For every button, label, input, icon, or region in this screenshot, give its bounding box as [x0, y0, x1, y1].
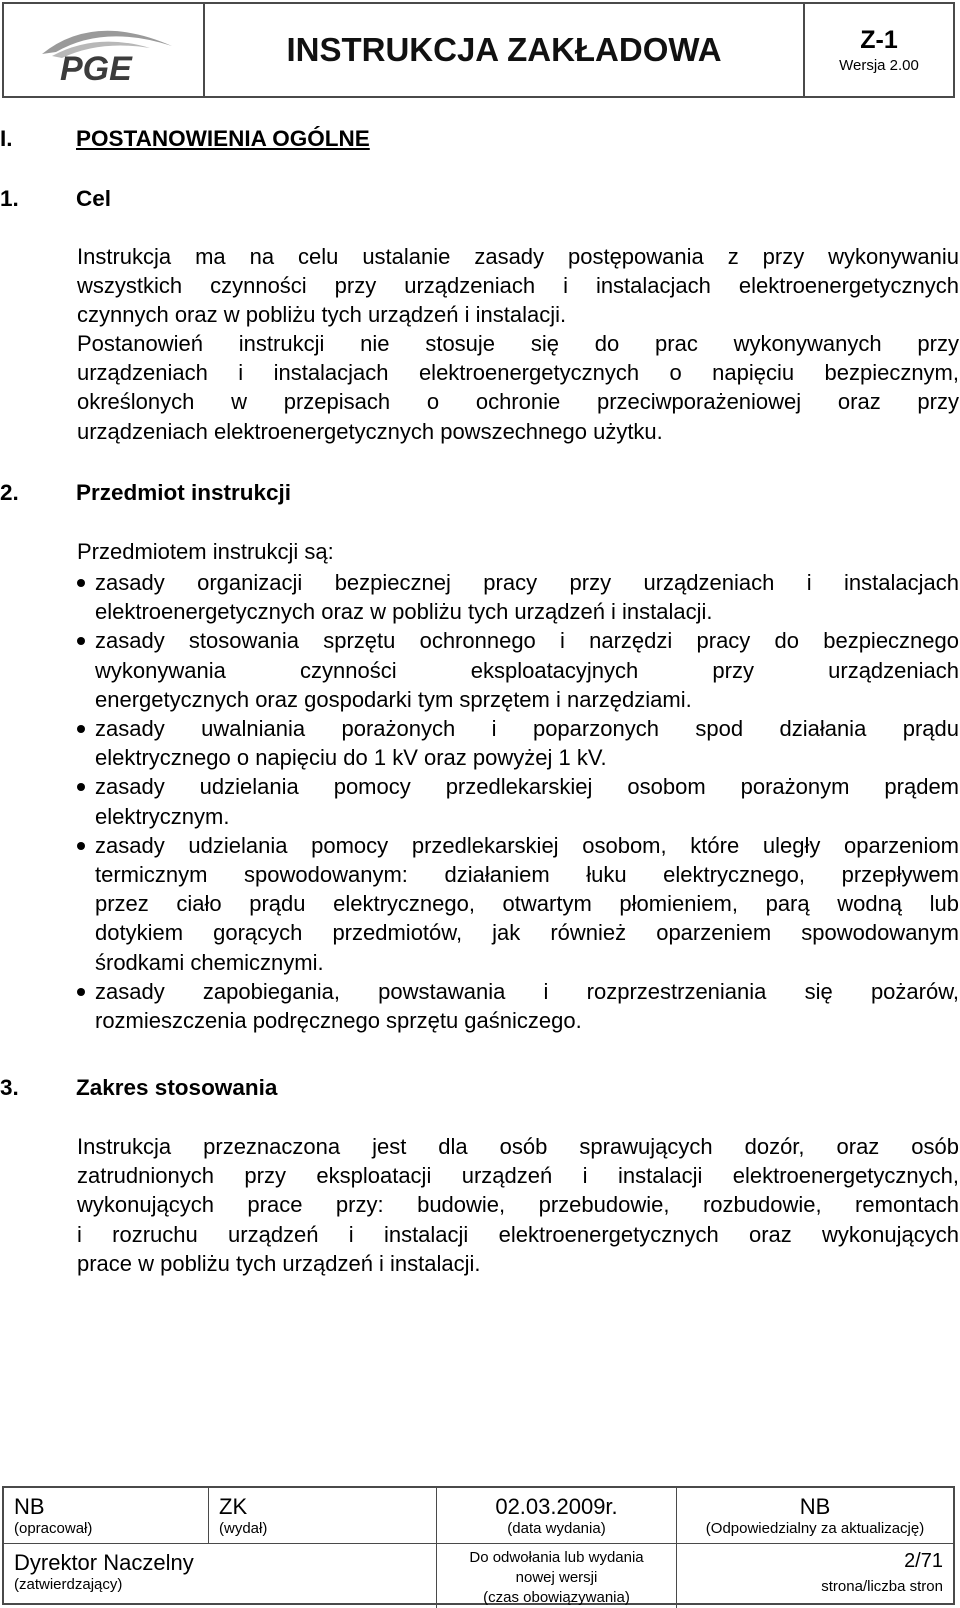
- bullet-icon: [77, 988, 85, 996]
- subsection-title: Zakres stosowania: [76, 1075, 278, 1100]
- logo-text: PGE: [60, 50, 132, 86]
- subsection-title: Cel: [76, 186, 112, 211]
- issued-by-label: (wydał): [219, 1520, 268, 1537]
- text-line: Instrukcja ma na celu ustalanie zasady postępowania z przy wykonywaniu: [77, 244, 959, 269]
- approver-value: Dyrektor Naczelny: [14, 1550, 194, 1575]
- list-item: [77, 772, 959, 830]
- pge-logo: [34, 18, 179, 86]
- document-code: Z-1: [860, 26, 898, 54]
- text-line: elektrycznym.: [95, 803, 230, 829]
- document-code-cell: [805, 4, 953, 96]
- approver-label: (zatwierdzający): [14, 1576, 123, 1593]
- text-line: zasady zapobiegania, powstawania i rozprzestrzeniania się pożarów,: [95, 978, 959, 1004]
- bullet-icon: [77, 783, 85, 791]
- issue-date-value: 02.03.2009r.: [495, 1494, 618, 1519]
- bullet-icon: [77, 725, 85, 733]
- subject-intro: Przedmiotem instrukcji są:: [77, 539, 334, 564]
- text-line: energetycznych oraz gospodarki tym sprzętem i narzędziami.: [95, 686, 692, 712]
- text-line: urządzeniach i instalacjach elektroenergetycznych o napięciu bezpiecznym,: [77, 360, 959, 386]
- text-line: Postanowień instrukcji nie stosuje się do prac wykonywanych przy: [77, 331, 959, 356]
- text-line: zasady organizacji bezpiecznej pracy przy urządzeniach i instalacjach: [95, 570, 959, 595]
- validity-line: nowej wersji: [515, 1569, 598, 1586]
- text-line: zasady uwalniania porażonych i poparzonych spod działania prądu: [95, 716, 959, 742]
- issue-date-cell: [437, 1488, 677, 1544]
- approver-cell: [4, 1544, 437, 1608]
- document-version: Wersja 2.00: [839, 57, 919, 74]
- subsection-title: Przedmiot instrukcji: [76, 480, 292, 505]
- text-line: wykonujących prace przy: budowie, przebudowie, rozbudowie, remontach: [77, 1192, 959, 1218]
- text-line: zasady udzielania pomocy przedlekarskiej osobom, które uległy oparzeniom: [95, 832, 959, 858]
- list-item: [77, 626, 959, 714]
- text-line: przez ciało prądu elektrycznego, otwartym płomieniem, parą wodną lub: [95, 891, 959, 917]
- validity-line: Do odwołania lub wydania: [469, 1549, 644, 1566]
- bullet-icon: [77, 579, 85, 587]
- list-item: [77, 714, 959, 772]
- prepared-by-value: NB: [14, 1494, 45, 1519]
- subsection-number: 2.: [0, 480, 19, 505]
- subsection-number: 1.: [0, 186, 19, 211]
- prepared-by-cell: [4, 1488, 209, 1544]
- text-line: czynnych oraz w pobliżu tych urządzeń i instalacji.: [77, 302, 567, 328]
- text-line: zasady udzielania pomocy przedlekarskiej osobom porażonym prądem: [95, 774, 959, 800]
- scope-paragraph: [77, 1132, 959, 1278]
- list-item: [77, 568, 959, 626]
- goal-paragraph-2: [77, 329, 959, 446]
- text-line: prace w pobliżu tych urządzeń i instalacji.: [77, 1250, 481, 1276]
- text-line: wykonywania czynności eksploatacyjnych przy urządzeniach: [95, 657, 959, 683]
- text-line: i rozruchu urządzeń i instalacji elektroenergetycznych oraz wykonujących: [77, 1221, 959, 1247]
- list-item: [77, 831, 959, 977]
- bullet-icon: [77, 842, 85, 850]
- document-footer: [2, 1486, 955, 1605]
- responsible-value: NB: [799, 1494, 831, 1519]
- section-title: POSTANOWIENIA OGÓLNE: [76, 126, 370, 151]
- text-line: zasady stosowania sprzętu ochronnego i narzędzi pracy do bezpiecznego: [95, 628, 959, 654]
- page-number-cell: [677, 1544, 953, 1608]
- text-line: dotykiem gorących przedmiotów, jak również oparzeniem spowodowanym: [95, 920, 959, 946]
- page-number: 2/71: [904, 1550, 943, 1572]
- text-line: określonych w przepisach o ochronie przeciwporażeniowej oraz przy: [77, 389, 959, 415]
- logo-cell: [4, 4, 205, 96]
- validity-cell: [437, 1544, 677, 1608]
- prepared-by-label: (opracował): [14, 1520, 93, 1537]
- responsible-label: (Odpowiedzialny za aktualizację): [705, 1520, 925, 1537]
- document-header: [2, 2, 955, 98]
- subject-bullet-list: [77, 568, 959, 1035]
- validity-label: (czas obowiązywania): [483, 1589, 630, 1606]
- text-line: Instrukcja przeznaczona jest dla osób sprawujących dozór, oraz osób: [77, 1134, 959, 1159]
- text-line: termicznym spowodowanym: działaniem łuku elektrycznego, przepływem: [95, 862, 959, 888]
- responsible-cell: [677, 1488, 953, 1544]
- bullet-icon: [77, 637, 85, 645]
- text-line: elektrycznego o napięciu do 1 kV oraz powyżej 1 kV.: [95, 745, 607, 771]
- document-title: INSTRUKCJA ZAKŁADOWA: [205, 4, 805, 96]
- text-line: zatrudnionych przy eksploatacji urządzeń i instalacji elektroenergetycznych,: [77, 1163, 959, 1189]
- page-number-label: strona/liczba stron: [821, 1578, 943, 1595]
- issued-by-value: ZK: [219, 1494, 248, 1519]
- issued-by-cell: [209, 1488, 437, 1544]
- subsection-number: 3.: [0, 1075, 19, 1100]
- text-line: rozmieszczenia podręcznego sprzętu gaśniczego.: [95, 1008, 582, 1034]
- text-line: środkami chemicznymi.: [95, 949, 324, 975]
- goal-paragraph-1: [77, 242, 959, 330]
- text-line: urządzeniach elektroenergetycznych powszechnego użytku.: [77, 418, 663, 444]
- list-item: [77, 977, 959, 1035]
- issue-date-label: (data wydania): [507, 1520, 606, 1537]
- text-line: elektroenergetycznych oraz w pobliżu tych urządzeń i instalacji.: [95, 599, 713, 625]
- text-line: wszystkich czynności przy urządzeniach i instalacjach elektroenergetycznych: [77, 273, 959, 299]
- section-number: I.: [0, 126, 13, 151]
